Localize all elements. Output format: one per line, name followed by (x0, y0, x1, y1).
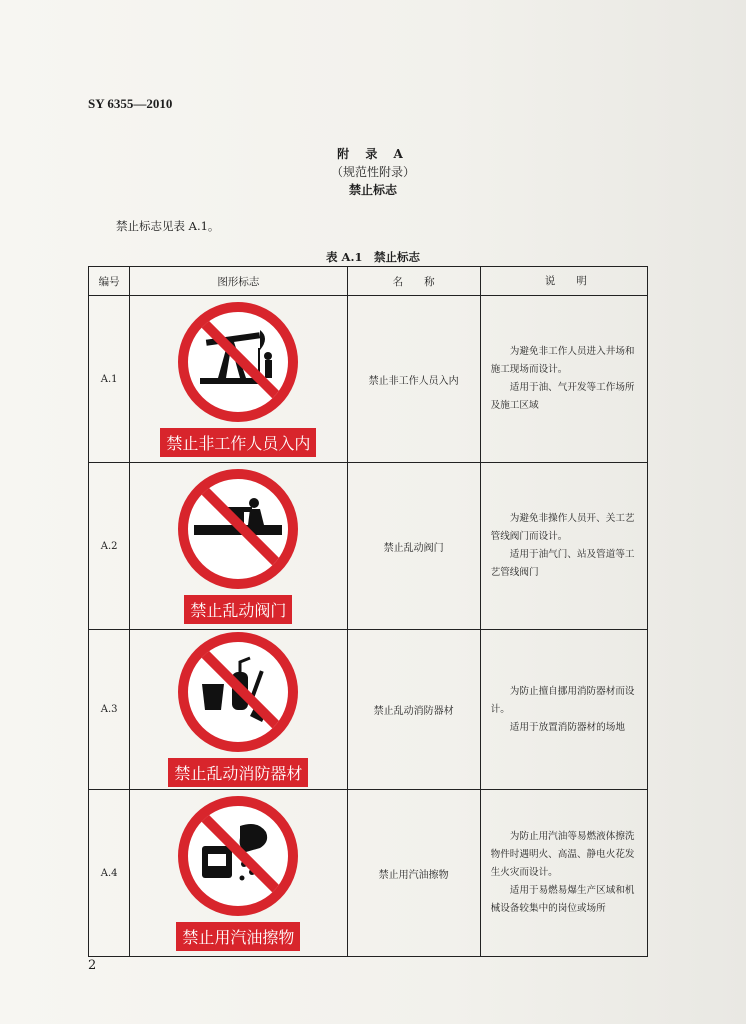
header-graphic: 图形标志 (130, 267, 347, 296)
row-name: 禁止用汽油擦物 (347, 790, 480, 957)
valve-operator-icon (178, 469, 298, 589)
row-name: 禁止乱动阀门 (347, 463, 480, 630)
fire-equipment-icon (178, 632, 298, 752)
table-header-row (89, 267, 648, 296)
row-note (480, 790, 647, 957)
sign-label: 禁止用汽油擦物 (176, 922, 300, 951)
row-id: A.3 (89, 630, 130, 790)
appendix-subject: 禁止标志 (348, 183, 397, 197)
header-name: 名 称 (347, 267, 480, 296)
table-row (89, 630, 648, 790)
row-id: A.1 (89, 296, 130, 463)
page-number: 2 (88, 958, 97, 973)
sign-label: 禁止乱动消防器材 (168, 758, 308, 787)
note-scope: 适用于放置消防器材的场地 (509, 721, 625, 733)
row-name: 禁止非工作人员入内 (347, 296, 480, 463)
note-purpose: 为避免非工作人员进入井场和施工现场而设计。 (490, 346, 635, 375)
note-purpose: 为避免非操作人员开、关工艺管线阀门而设计。 (490, 513, 635, 542)
sign-label: 禁止乱动阀门 (184, 595, 292, 624)
header-id: 编号 (89, 267, 130, 296)
row-graphic (130, 463, 347, 630)
intro-text: 禁止标志见表 A.1。 (116, 219, 220, 233)
note-purpose: 为防止用汽油等易燃液体擦洗物件时遇明火、高温、静电火花发生火灾而设计。 (490, 831, 635, 878)
row-graphic (130, 790, 347, 957)
note-scope: 适用于油、气开发等工作场所及施工区域 (490, 382, 635, 411)
row-id: A.2 (89, 463, 130, 630)
gasoline-wipe-icon (178, 796, 298, 916)
row-note (480, 296, 647, 463)
prohibition-signs-table (88, 266, 648, 957)
row-name: 禁止乱动消防器材 (347, 630, 480, 790)
header-note: 说 明 (480, 267, 647, 296)
appendix-nature: （规范性附录） (330, 165, 415, 179)
table-row (89, 463, 648, 630)
note-purpose: 为防止擅自挪用消防器材而设计。 (490, 685, 635, 715)
note-scope: 适用于油气门、站及管道等工艺管线阀门 (490, 549, 635, 578)
oil-pumpjack-icon (178, 302, 298, 422)
row-graphic (130, 296, 347, 463)
sign-label: 禁止非工作人员入内 (160, 428, 316, 457)
row-graphic (130, 630, 347, 790)
appendix-title: 附 录 A (337, 147, 409, 161)
row-id: A.4 (89, 790, 130, 957)
note-scope: 适用于易燃易爆生产区域和机械设备较集中的岗位或场所 (490, 885, 635, 914)
table-caption: 表 A.1 禁止标志 (326, 250, 420, 264)
table-row (89, 790, 648, 957)
row-note (480, 463, 647, 630)
table-row (89, 296, 648, 463)
standard-code: SY 6355—2010 (88, 96, 173, 111)
row-note (480, 630, 647, 790)
